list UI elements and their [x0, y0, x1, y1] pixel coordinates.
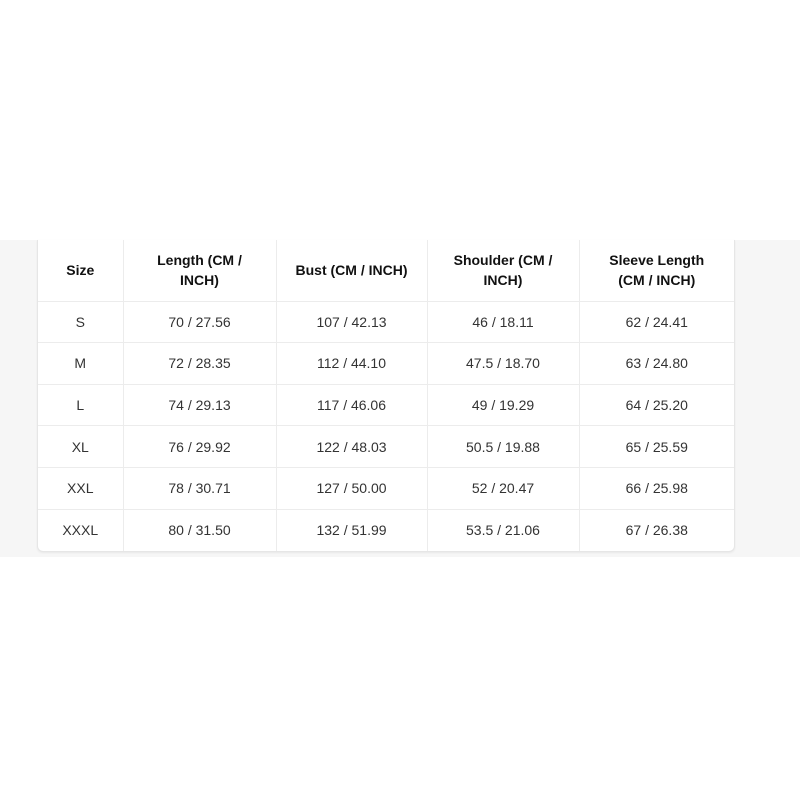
table-body [38, 301, 734, 551]
header-size: Size [38, 240, 123, 301]
cell-sleeve-length: 62 / 24.41 [579, 301, 734, 343]
cell-length: 80 / 31.50 [123, 509, 276, 551]
header-sleeve-length: Sleeve Length (CM / INCH) [579, 240, 734, 301]
cell-bust: 117 / 46.06 [276, 384, 427, 426]
cell-sleeve-length: 64 / 25.20 [579, 384, 734, 426]
cell-bust: 122 / 48.03 [276, 426, 427, 468]
table-row [38, 509, 734, 551]
cell-size: S [38, 301, 123, 343]
cell-length: 72 / 28.35 [123, 343, 276, 385]
cell-size: XXL [38, 468, 123, 510]
table-row [38, 384, 734, 426]
cell-shoulder: 52 / 20.47 [427, 468, 579, 510]
table-row [38, 301, 734, 343]
cell-length: 74 / 29.13 [123, 384, 276, 426]
header-length: Length (CM / INCH) [123, 240, 276, 301]
cell-shoulder: 47.5 / 18.70 [427, 343, 579, 385]
size-chart-card [37, 240, 735, 552]
header-shoulder: Shoulder (CM / INCH) [427, 240, 579, 301]
cell-bust: 127 / 50.00 [276, 468, 427, 510]
cell-sleeve-length: 66 / 25.98 [579, 468, 734, 510]
cell-size: L [38, 384, 123, 426]
header-bust: Bust (CM / INCH) [276, 240, 427, 301]
cell-length: 78 / 30.71 [123, 468, 276, 510]
cell-shoulder: 49 / 19.29 [427, 384, 579, 426]
table-row [38, 468, 734, 510]
size-chart-table [38, 240, 734, 551]
table-header-row [38, 240, 734, 301]
cell-size: XL [38, 426, 123, 468]
cell-shoulder: 50.5 / 19.88 [427, 426, 579, 468]
cell-size: M [38, 343, 123, 385]
cell-shoulder: 46 / 18.11 [427, 301, 579, 343]
cell-length: 70 / 27.56 [123, 301, 276, 343]
cell-bust: 112 / 44.10 [276, 343, 427, 385]
cell-sleeve-length: 65 / 25.59 [579, 426, 734, 468]
cell-sleeve-length: 67 / 26.38 [625, 522, 688, 539]
table-row [38, 426, 734, 468]
cell-bust: 132 / 51.99 [276, 509, 427, 551]
table-row [38, 343, 734, 385]
cell-size: XXXL [38, 509, 123, 551]
cell-bust: 107 / 42.13 [276, 301, 427, 343]
cell-shoulder: 53.5 / 21.06 [427, 509, 579, 551]
cell-sleeve-length: 63 / 24.80 [579, 343, 734, 385]
cell-length: 76 / 29.92 [123, 426, 276, 468]
